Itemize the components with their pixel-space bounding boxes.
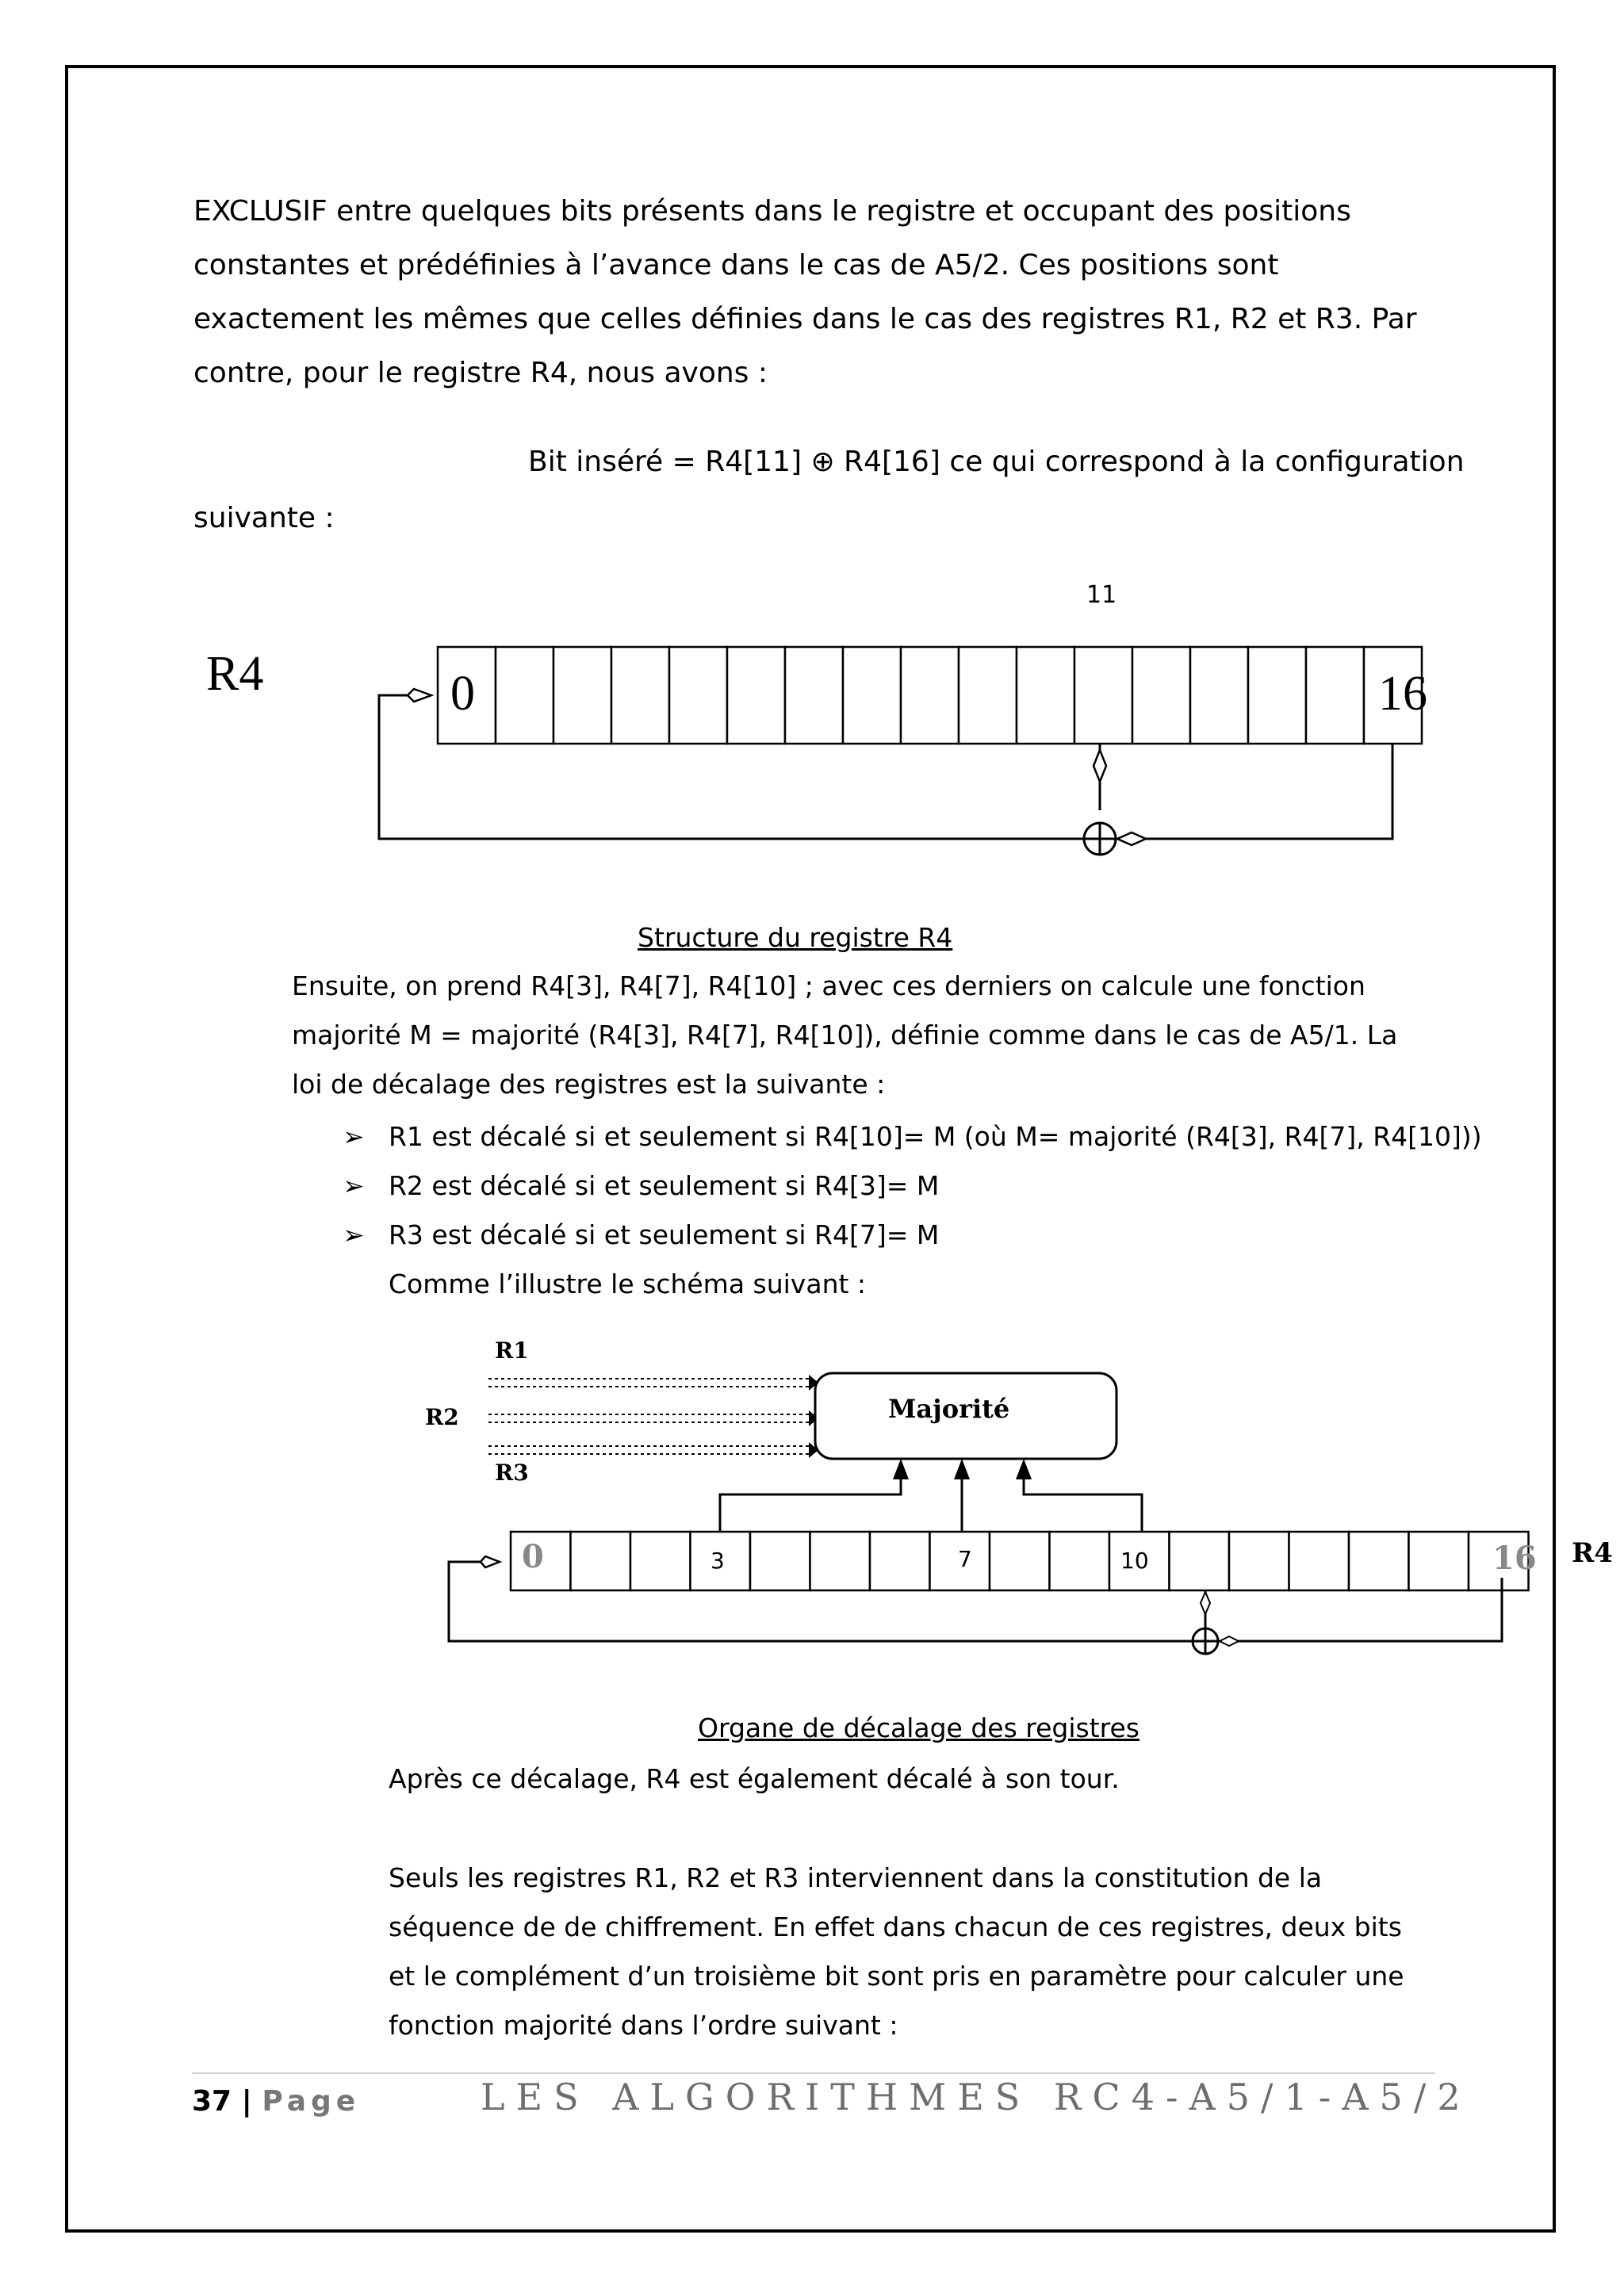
paragraph-after-shift: Après ce décalage, R4 est également décalé à son tour.	[389, 1763, 1120, 1794]
figure1-register-cell-4	[669, 647, 727, 744]
figure2-cell-7: 7	[958, 1546, 972, 1572]
footer-page-number: 37	[192, 2085, 232, 2118]
figure1-register-label: R4	[206, 647, 264, 701]
figure2-register-cells	[511, 1532, 1529, 1590]
figure2-register-cell-5	[810, 1532, 871, 1590]
figure1-register-cell-7	[843, 647, 901, 744]
figure1-register-cell-5	[727, 647, 785, 744]
figure2-register-cell-6	[870, 1532, 930, 1590]
figure2-register-cell-4	[750, 1532, 810, 1590]
figure1-register-cell-15	[1306, 647, 1364, 744]
footer-divider	[192, 2072, 1435, 2074]
bullet-arrow-icon: ➢	[343, 1121, 365, 1152]
bullet-item-r2: ➢ R2 est décalé si et seulement si R4[3]= M	[343, 1170, 940, 1201]
figure1-register-cell-2	[553, 647, 611, 744]
figure1-caption: Structure du registre R4	[638, 922, 953, 953]
figure1-register-cell-13	[1190, 647, 1248, 744]
bullet-arrow-icon: ➢	[343, 1170, 365, 1201]
figure2-register-cell-14	[1349, 1532, 1409, 1590]
figure2-input-r2: R2	[425, 1404, 459, 1430]
figure1-register-cell-8	[901, 647, 959, 744]
footer-page-indicator: 37 | Page	[192, 2085, 361, 2118]
figure1-register-cell-12	[1132, 647, 1190, 744]
figure2-register-cell-9	[1050, 1532, 1110, 1590]
figure2-majority-label: Majorité	[888, 1394, 1010, 1424]
figure2-caption: Organe de décalage des registres	[698, 1712, 1139, 1743]
figure2-cell-0: 0	[522, 1538, 544, 1575]
figure1-register-cell-14	[1248, 647, 1306, 744]
figure2-register-cell-15	[1409, 1532, 1469, 1590]
figure2-input-r1: R1	[495, 1337, 529, 1364]
paragraph-intro: EXCLUSIF entre quelques bits présents dans le registre et occupant des positions constantes et prédéfinies à l’avance dans le cas de A5/2. Ces positions sont exactement les mêmes que celles définies dans le cas des registres R1, R2 et R3. Par contre, pour le registre R4, nous avons :	[193, 195, 1417, 389]
figure1-register-cell-6	[785, 647, 843, 744]
paragraph-majority: Ensuite, on prend R4[3], R4[7], R4[10] ; avec ces derniers on calcule une fonction majorité M = majorité (R4[3], R4[7], R4[10]), définie comme dans le cas de A5/1. La loi de décalage des registres est la suivante :	[292, 970, 1398, 1100]
figure2-register-cell-8	[990, 1532, 1050, 1590]
formula-line: Bit inséré = R4[11] ⊕ R4[16] ce qui correspond à la configuration	[528, 446, 1465, 478]
figure1-tap-label: 11	[1086, 581, 1117, 609]
footer-page-word: Page	[262, 2085, 361, 2118]
formula-continuation: suivante :	[193, 502, 335, 534]
figure2-input-r3: R3	[495, 1460, 529, 1486]
figure-r4-structure	[159, 571, 1618, 880]
figure1-register-cell-1	[496, 647, 553, 744]
bullet-arrow-icon: ➢	[343, 1219, 365, 1250]
figure2-register-cell-13	[1289, 1532, 1350, 1590]
bullet-item-r1: ➢ R1 est décalé si et seulement si R4[10]= M (où M= majorité (R4[3], R4[7], R4[10]))	[343, 1121, 1482, 1152]
figure2-cell-3: 3	[710, 1548, 725, 1574]
figure2-register-cell-2	[630, 1532, 691, 1590]
footer-title: LES ALGORITHMES RC4-A5/1-A5/2	[481, 2076, 1472, 2118]
figure-shift-organ	[412, 1324, 1624, 1657]
figure2-register-cell-1	[571, 1532, 631, 1590]
paragraph-registers: Seuls les registres R1, R2 et R3 interviennent dans la constitution de la séquence de de chiffrement. En effet dans chacun de ces registres, deux bits et le complément d’un troisième bit sont pris en paramètre pour calculer une fonction majorité dans l’ordre suivant :	[389, 1862, 1404, 2041]
figure1-register-cells	[438, 647, 1422, 744]
paragraph-schema-intro: Comme l’illustre le schéma suivant :	[389, 1269, 867, 1299]
figure2-register-label: R4	[1572, 1537, 1613, 1569]
figure1-register-cell-3	[611, 647, 669, 744]
figure2-register-cell-12	[1229, 1532, 1289, 1590]
figure1-register-cell-11	[1074, 647, 1132, 744]
figure2-register-cell-11	[1170, 1532, 1230, 1590]
bullet-item-r3: ➢ R3 est décalé si et seulement si R4[7]= M	[343, 1219, 940, 1250]
figure1-last-cell: 16	[1378, 667, 1427, 721]
figure1-register-cell-9	[959, 647, 1017, 744]
figure2-cell-16: 16	[1492, 1540, 1537, 1577]
figure2-cell-10: 10	[1120, 1548, 1149, 1574]
figure1-first-cell: 0	[450, 667, 475, 721]
figure1-register-cell-10	[1017, 647, 1074, 744]
